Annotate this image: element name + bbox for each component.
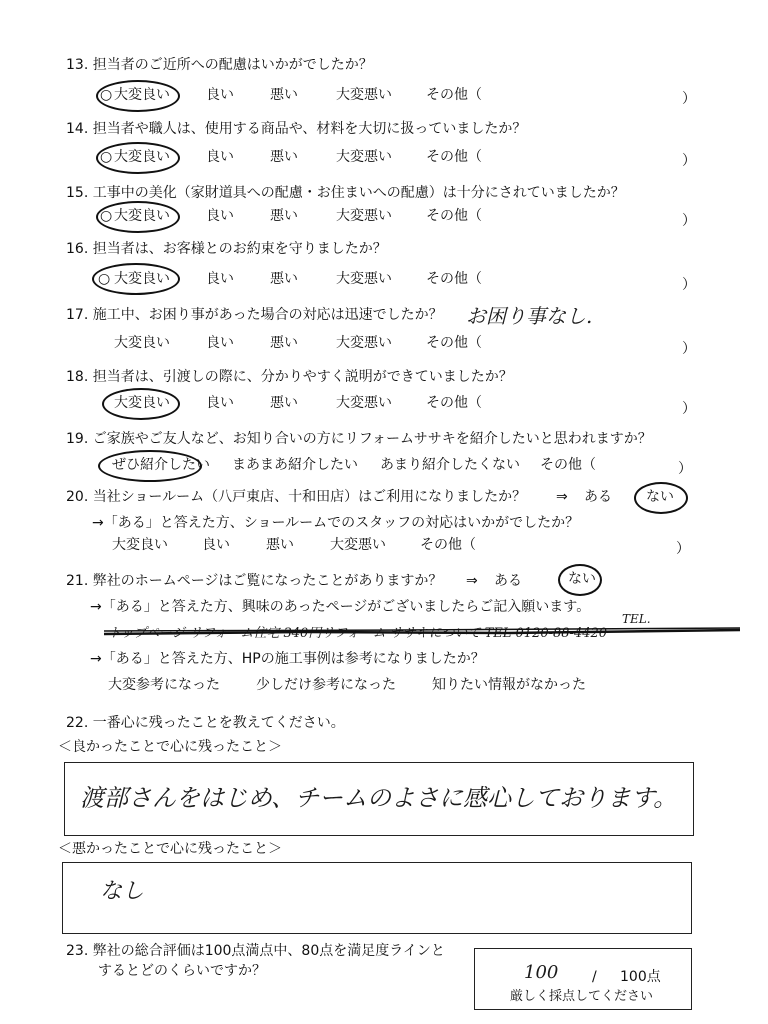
q22-bad-answer-box[interactable] (62, 862, 692, 934)
q21-option-2[interactable]: 少しだけ参考になった (256, 677, 396, 693)
q21-tel-note: TEL. (622, 612, 651, 626)
q15-option-5[interactable]: その他（ (426, 208, 482, 224)
q13-check-mark: ○ (100, 87, 113, 103)
q14-option-3[interactable]: 悪い (270, 149, 298, 165)
question-16: 16. 担当者は、お客様とのお約束を守りましたか？ (66, 241, 387, 257)
q21-subquestion-2: →「ある」と答えた方、HPの施工事例は参考になりましたか？ (90, 651, 485, 667)
q19-option-4[interactable]: その他（ (540, 457, 596, 473)
q16-option-2[interactable]: 良い (206, 271, 234, 287)
q16-check-mark: ○ (98, 271, 111, 287)
q15-selection-circle (96, 201, 180, 233)
q16-close-paren: ） (682, 277, 696, 293)
q21-strike-through (104, 620, 744, 640)
q17-close-paren: ） (682, 341, 696, 357)
q21-option-3[interactable]: 知りたい情報がなかった (432, 677, 586, 693)
q22-bad-answer: なし (100, 879, 145, 904)
q17-option-3[interactable]: 悪い (270, 335, 298, 351)
q20-arrow: ⇒ (556, 489, 568, 505)
q23-score-separator: / (592, 969, 597, 985)
q18-option-5[interactable]: その他（ (426, 395, 482, 411)
q15-check-mark: ○ (100, 208, 113, 224)
q16-option-5[interactable]: その他（ (426, 271, 482, 287)
q22-good-answer: 渡部さんをはじめ、チームのよさに感心しております。 (80, 784, 678, 812)
q14-option-5[interactable]: その他（ (426, 149, 482, 165)
q16-option-1[interactable]: 大変良い (114, 271, 170, 287)
question-17: 17. 施工中、お困り事があった場合の対応は迅速でしたか？ (66, 307, 443, 323)
q15-option-3[interactable]: 悪い (270, 208, 298, 224)
q18-close-paren: ） (682, 401, 696, 417)
q20-no[interactable]: ない (646, 489, 674, 505)
q23-score-note: 厳しく採点してください (510, 989, 654, 1004)
q13-option-2[interactable]: 良い (206, 87, 234, 103)
q20-yes[interactable]: ある (584, 489, 612, 505)
q18-option-3[interactable]: 悪い (270, 395, 298, 411)
q14-selection-circle (96, 142, 180, 174)
q22-bad-label: ＜悪かったことで心に残ったこと＞ (58, 841, 282, 857)
question-23-line-1: 23. 弊社の総合評価は100点満点中、80点を満足度ラインと (66, 943, 445, 959)
q14-close-paren: ） (682, 153, 696, 169)
q13-option-4[interactable]: 大変悪い (336, 87, 392, 103)
q21-subquestion-1: →「ある」と答えた方、興味のあったページがございましたらご記入願います。 (90, 599, 591, 615)
q13-option-1[interactable]: 大変良い (114, 87, 170, 103)
q23-score-written: 100 (524, 962, 559, 983)
q18-option-1[interactable]: 大変良い (114, 395, 170, 411)
q21-struck-answer: トップページ リフォーム住宅 340円リフォーム ササキについて TEL 0120-88-4420 (108, 626, 608, 641)
question-21: 21. 弊社のホームページはご覧になったことがありますか？ (66, 573, 443, 589)
q21-no[interactable]: ない (568, 571, 596, 587)
q15-option-4[interactable]: 大変悪い (336, 208, 392, 224)
q20-close-paren: ） (676, 541, 690, 557)
q21-arrow: ⇒ (466, 573, 478, 589)
question-14: 14. 担当者や職人は、使用する商品や、材料を大切に扱っていましたか？ (66, 121, 527, 137)
q13-option-5[interactable]: その他（ (426, 87, 482, 103)
q19-selection-circle (98, 450, 202, 482)
q14-option-4[interactable]: 大変悪い (336, 149, 392, 165)
q14-option-2[interactable]: 良い (206, 149, 234, 165)
q20-option-2[interactable]: 良い (202, 537, 230, 553)
q19-option-1[interactable]: ぜひ紹介したい (112, 457, 210, 473)
q21-yes[interactable]: ある (494, 573, 522, 589)
q16-selection-circle (92, 263, 180, 295)
q20-selection-circle (634, 482, 688, 514)
q20-option-3[interactable]: 悪い (266, 537, 294, 553)
q15-close-paren: ） (682, 213, 696, 229)
q18-option-4[interactable]: 大変悪い (336, 395, 392, 411)
q22-good-label: ＜良かったことで心に残ったこと＞ (58, 739, 282, 755)
q20-subquestion: →「ある」と答えた方、ショールームでのスタッフの対応はいかがでしたか？ (92, 515, 580, 531)
q18-selection-circle (102, 388, 180, 420)
question-23-line-2: するとどのくらいですか？ (98, 963, 266, 979)
q20-option-5[interactable]: その他（ (420, 537, 476, 553)
q18-option-2[interactable]: 良い (206, 395, 234, 411)
q13-selection-circle (96, 80, 180, 112)
q14-option-1[interactable]: 大変良い (114, 149, 170, 165)
q23-score-max: 100点 (620, 969, 661, 985)
q19-option-3[interactable]: あまり紹介したくない (380, 457, 520, 473)
question-19: 19. ご家族やご友人など、お知り合いの方にリフォームササキを紹介したいと思われますか？ (66, 431, 652, 447)
q15-option-2[interactable]: 良い (206, 208, 234, 224)
question-15: 15. 工事中の美化（家財道具への配慮・お住まいへの配慮）は十分にされていましたか？ (66, 185, 625, 201)
q17-option-5[interactable]: その他（ (426, 335, 482, 351)
question-22: 22. 一番心に残ったことを教えてください。 (66, 715, 345, 731)
q20-option-4[interactable]: 大変悪い (330, 537, 386, 553)
q15-option-1[interactable]: 大変良い (114, 208, 170, 224)
q13-close-paren: ） (682, 91, 696, 107)
question-20: 20. 当社ショールーム（八戸東店、十和田店）はご利用になりましたか？ (66, 489, 527, 505)
q19-close-paren: ） (678, 461, 692, 477)
q17-handwritten-note: お困り事なし. (466, 304, 593, 328)
q16-option-3[interactable]: 悪い (270, 271, 298, 287)
q13-option-3[interactable]: 悪い (270, 87, 298, 103)
q21-selection-circle (558, 564, 602, 596)
question-13: 13. 担当者のご近所への配慮はいかがでしたか？ (66, 57, 373, 73)
q21-option-1[interactable]: 大変参考になった (108, 677, 220, 693)
q19-option-2[interactable]: まあまあ紹介したい (232, 457, 358, 473)
q17-option-4[interactable]: 大変悪い (336, 335, 392, 351)
q20-option-1[interactable]: 大変良い (112, 537, 168, 553)
question-18: 18. 担当者は、引渡しの際に、分かりやすく説明ができていましたか？ (66, 369, 513, 385)
q17-option-2[interactable]: 良い (206, 335, 234, 351)
q16-option-4[interactable]: 大変悪い (336, 271, 392, 287)
q17-option-1[interactable]: 大変良い (114, 335, 170, 351)
q14-check-mark: ○ (100, 149, 113, 165)
